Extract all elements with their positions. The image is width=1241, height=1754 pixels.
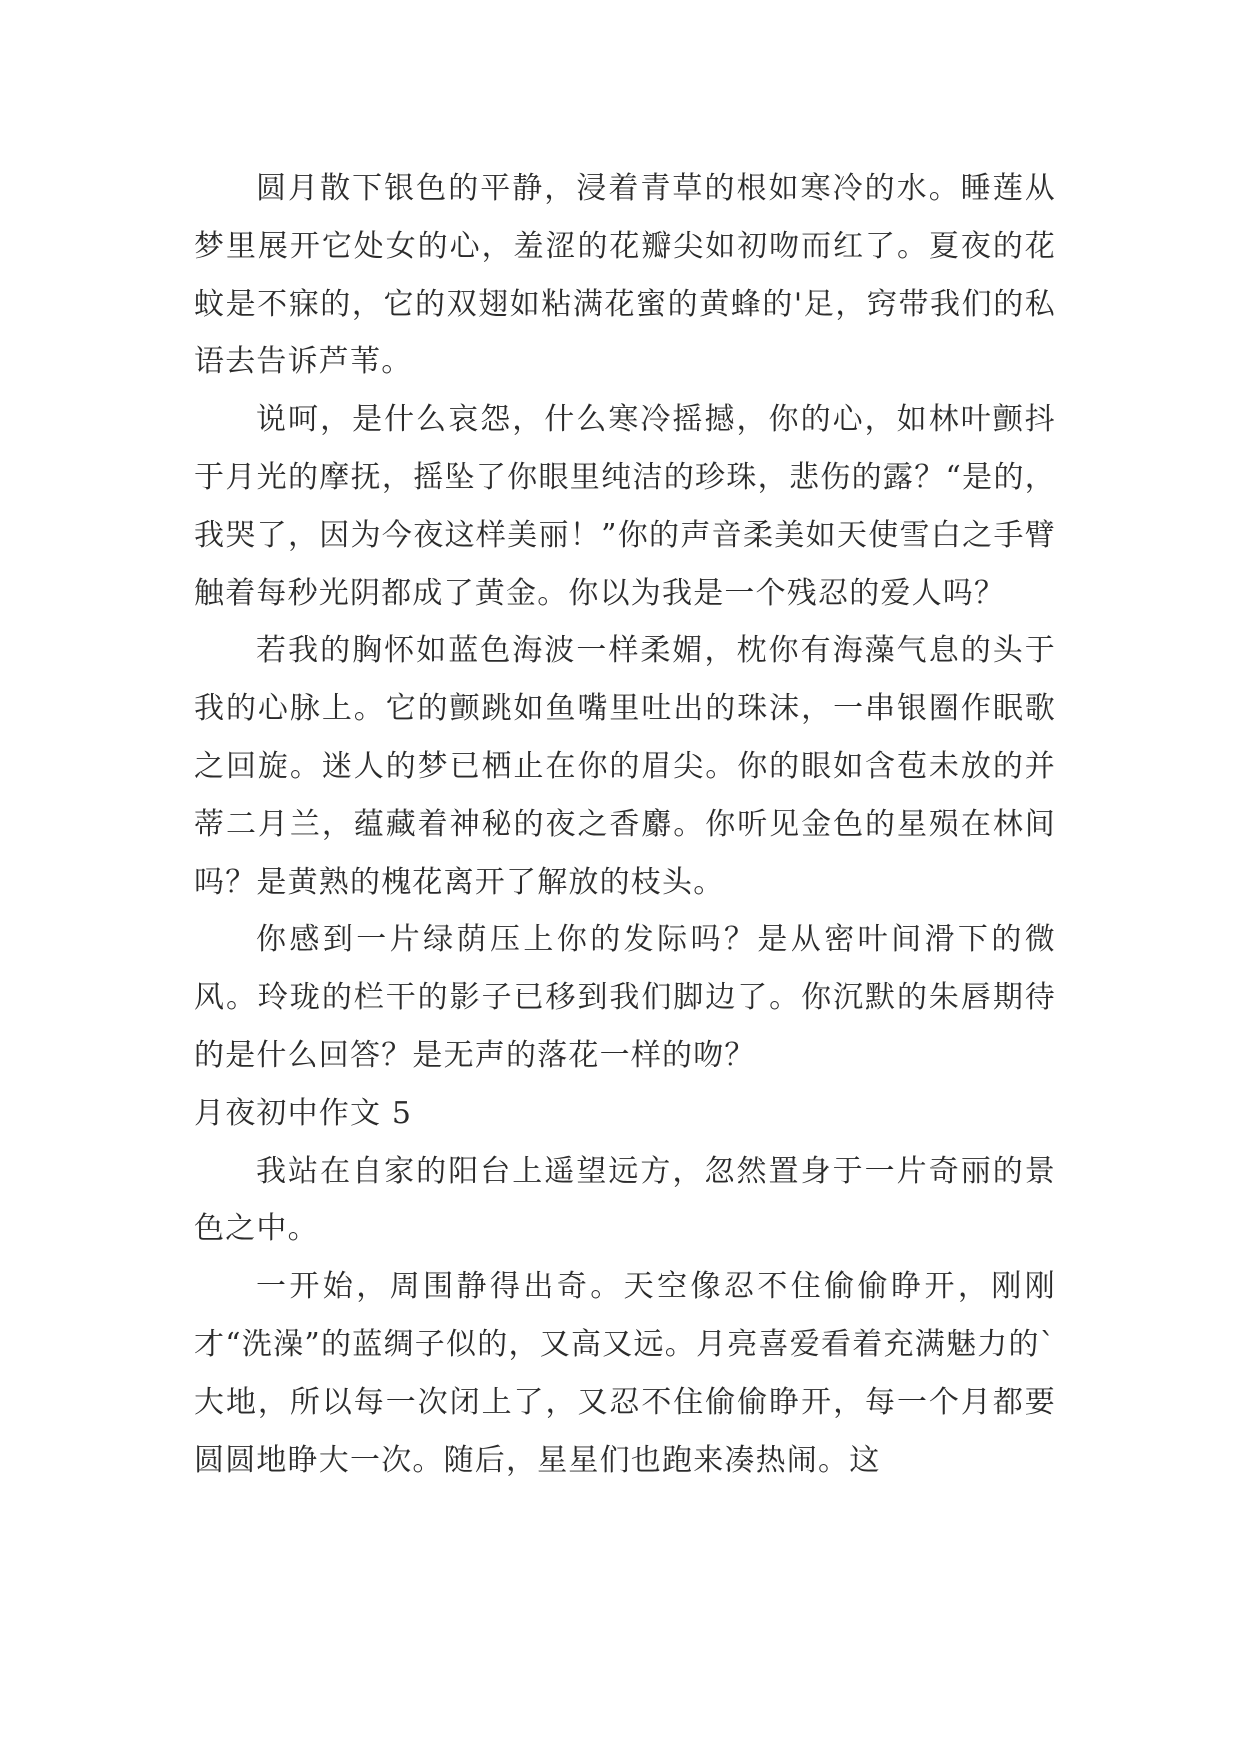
paragraph-2: 说呵，是什么哀怨，什么寒冷摇撼，你的心，如林叶颤抖于月光的摩抚，摇坠了你眼里纯洁的珍珠，悲伤的露？“是的，我哭了，因为今夜这样美丽！”你的声音柔美如天使雪白之手臂触着每秒光阴都成了黄金。你以为我是一个残忍的爱人吗？ <box>194 402 1056 611</box>
paragraph-1: 圆月散下银色的平静，浸着青草的根如寒冷的水。睡莲从梦里展开它处女的心，羞涩的花瓣尖如初吻而红了。夏夜的花蚊是不寐的，它的双翅如粘满花蜜的黄蜂的'足，窍带我们的私语去告诉芦苇。 <box>194 171 1056 380</box>
paragraph-6: 一开始，周围静得出奇。天空像忍不住偷偷睁开，刚刚才“洗澡”的蓝绸子似的，又高又远。月亮喜爱看着充满魅力的`大地，所以每一次闭上了，又忍不住偷偷睁开，每一个月都要圆圆地睁大一次。随后，星星们也跑来凑热闹。这 <box>194 1269 1056 1478</box>
paragraph-4: 你感到一片绿荫压上你的发际吗？是从密叶间滑下的微风。玲珑的栏干的影子已移到我们脚边了。你沉默的朱唇期待的是什么回答？是无声的落花一样的吻？ <box>194 922 1056 1073</box>
essay-body <box>194 160 1056 1489</box>
paragraph-3: 若我的胸怀如蓝色海波一样柔媚，枕你有海藻气息的头于我的心脉上。它的颤跳如鱼嘴里吐出的珠沫，一串银圈作眠歌之回旋。迷人的梦已栖止在你的眉尖。你的眼如含苞未放的并蒂二月兰，蕴藏着神秘的夜之香麝。你听见金色的星殒在林间吗？是黄熟的槐花离开了解放的枝头。 <box>194 633 1056 900</box>
paragraph-5: 我站在自家的阳台上遥望远方，忽然置身于一片奇丽的景色之中。 <box>194 1153 1056 1247</box>
section-heading: 月夜初中作文 5 <box>194 1095 413 1131</box>
